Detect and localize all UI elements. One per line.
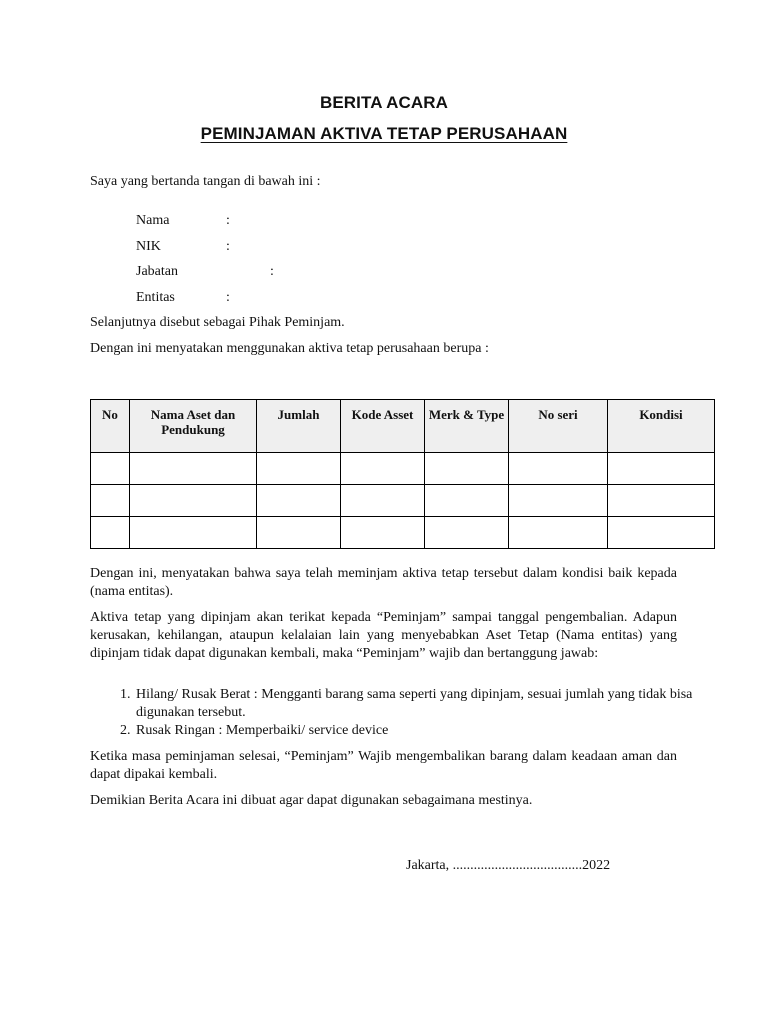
table-cell[interactable] — [91, 485, 130, 517]
field-label: Jabatan — [136, 264, 178, 279]
table-cell[interactable] — [341, 485, 425, 517]
table-cell[interactable] — [257, 485, 341, 517]
table-cell[interactable] — [509, 485, 608, 517]
statement-text: Dengan ini menyatakan menggunakan aktiva tetap perusahaan berupa : — [90, 341, 489, 356]
field-colon: : — [226, 290, 230, 305]
table-cell[interactable] — [257, 517, 341, 549]
col-header-kondisi: Kondisi — [608, 400, 715, 453]
table-row — [91, 517, 715, 549]
table-cell[interactable] — [608, 453, 715, 485]
table-cell[interactable] — [130, 453, 257, 485]
col-header-nama-aset: Nama Aset dan Pendukung — [130, 400, 257, 453]
field-label: Entitas — [136, 290, 175, 305]
table-cell[interactable] — [257, 453, 341, 485]
col-header-no-seri: No seri — [509, 400, 608, 453]
borrower-note: Selanjutnya disebut sebagai Pihak Peminjam. — [90, 315, 345, 330]
field-label: Nama — [136, 213, 170, 228]
table-cell[interactable] — [608, 485, 715, 517]
document-subtitle: PEMINJAMAN AKTIVA TETAP PERUSAHAAN — [200, 124, 568, 143]
return-paragraph: Ketika masa peminjaman selesai, “Peminjam” Wajib mengembalikan barang dalam keadaan aman dan dapat dipakai kembali. — [90, 749, 677, 782]
field-colon: : — [270, 264, 274, 279]
col-header-no: No — [91, 400, 130, 453]
col-header-jumlah: Jumlah — [257, 400, 341, 453]
table-cell[interactable] — [91, 517, 130, 549]
table-cell[interactable] — [91, 453, 130, 485]
table-cell[interactable] — [509, 517, 608, 549]
table-cell[interactable] — [341, 453, 425, 485]
table-cell[interactable] — [130, 485, 257, 517]
list-item: 2. Rusak Ringan : Memperbaiki/ service device — [134, 722, 721, 740]
col-header-merk-type: Merk & Type — [425, 400, 509, 453]
intro-text: Saya yang bertanda tangan di bawah ini : — [90, 174, 321, 189]
document-title: BERITA ACARA — [319, 93, 449, 112]
field-label: NIK — [136, 239, 161, 254]
table-row — [91, 453, 715, 485]
table-cell[interactable] — [608, 517, 715, 549]
table-cell[interactable] — [425, 517, 509, 549]
list-item: 1. Hilang/ Rusak Berat : Mengganti barang sama seperti yang dipinjam, sesuai jumlah yang tidak bisa digunakan tersebut. — [134, 686, 721, 722]
table-cell[interactable] — [130, 517, 257, 549]
declaration-paragraph: Dengan ini, menyatakan bahwa saya telah meminjam aktiva tetap tersebut dalam kondisi baik kepada (nama entitas). — [90, 566, 677, 599]
table-cell[interactable] — [425, 485, 509, 517]
field-colon: : — [226, 239, 230, 254]
table-row — [91, 485, 715, 517]
conditions-list — [90, 686, 721, 740]
table-cell[interactable] — [341, 517, 425, 549]
field-colon: : — [226, 213, 230, 228]
closing-paragraph: Demikian Berita Acara ini dibuat agar dapat digunakan sebagaimana mestinya. — [90, 793, 533, 808]
table-cell[interactable] — [509, 453, 608, 485]
table-cell[interactable] — [425, 453, 509, 485]
asset-table — [90, 399, 715, 549]
col-header-kode-asset: Kode Asset — [341, 400, 425, 453]
liability-paragraph: Aktiva tetap yang dipinjam akan terikat kepada “Peminjam” sampai tanggal pengembalian. Adapun kerusakan, kehilangan, ataupun kelalaian lain yang menyebabkan Aset Tetap (Nama entitas) yang dipinjam tidak dapat digunakan kembali, maka “Peminjam” wajib dan bertanggung jawab: — [90, 610, 677, 661]
table-header-row — [91, 400, 715, 453]
place-date: Jakarta, .....................................2022 — [406, 858, 611, 873]
